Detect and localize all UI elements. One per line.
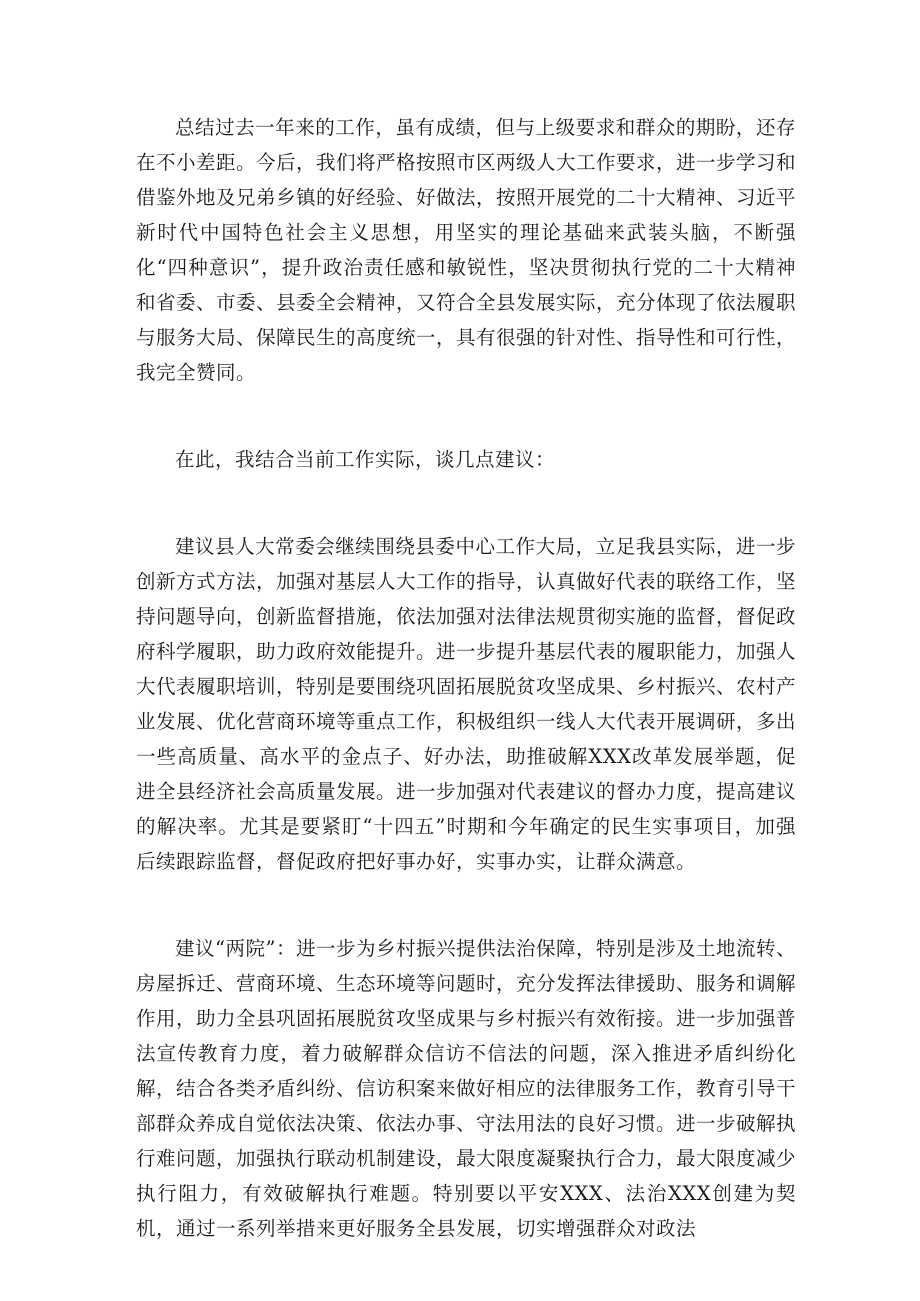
paragraph-intro: 在此，我结合当前工作实际，谈几点建议：	[175, 448, 556, 471]
paragraph-suggestion-courts: 建议“两院”：进一步为乡村振兴提供法治保障，特别是涉及土地流转、房屋拆迁、营商环境、生态环境等问题时，充分发挥法律援助、服务和调解作用，助力全县巩固拓展脱贫攻坚成果与乡村振兴有效衔接。进一步加强普法宣传教育力度，着力破解群众信访不信法的问题，深入推进矛盾纠纷化解，结合各类矛盾纠纷、信访积案来做好相应的法律服务工作，教育引导干部群众养成自觉依法决策、依法办事、守法用法的良好习惯。进一步破解执行难问题，加强执行联动机制建设，最大限度凝聚执行合力，最大限度减少执行阻力，有效破解执行难题。特别要以平安XXX、法治XXX创建为契机，通过一系列举措来更好服务全县发展，切实增强群众对政法	[136, 937, 797, 1240]
paragraph-summary: 总结过去一年来的工作，虽有成绩，但与上级要求和群众的期盼，还存在不小差距。今后，我们将严格按照市区两级人大工作要求，进一步学习和借鉴外地及兄弟乡镇的好经验、好做法，按照开展党的二十大精神、习近平新时代中国特色社会主义思想，用坚实的理论基础来武装头脑，不断强化“四种意识”，提升政治责任感和敏锐性，坚决贯彻执行党的二十大精神和省委、市委、县委全会精神，又符合全县发展实际，充分体现了依法履职与服务大局、保障民生的高度统一，具有很强的针对性、指导性和可行性，我完全赞同。	[136, 116, 797, 384]
document-body	[136, 110, 796, 1298]
paragraph-suggestion-npc: 建议县人大常委会继续围绕县委中心工作大局，立足我县实际，进一步创新方式方法，加强对基层人大工作的指导，认真做好代表的联络工作，坚持问题导向，创新监督措施，依法加强对法律法规贯彻实施的监督，督促政府科学履职，助力政府效能提升。进一步提升基层代表的履职能力，加强人大代表履职培训，特别是要围绕巩固拓展脱贫攻坚成果、乡村振兴、农村产业发展、优化营商环境等重点工作，积极组织一线人大代表开展调研，多出一些高质量、高水平的金点子、好办法，助推破解XXX改革发展举题，促进全县经济社会高质量发展。进一步加强对代表建议的督办力度，提高建议的解决率。尤其是要紧盯“十四五”时期和今年确定的民生实事项目，加强后续跟踪监督，督促政府把好事办好，实事办实，让群众满意。	[136, 535, 797, 873]
